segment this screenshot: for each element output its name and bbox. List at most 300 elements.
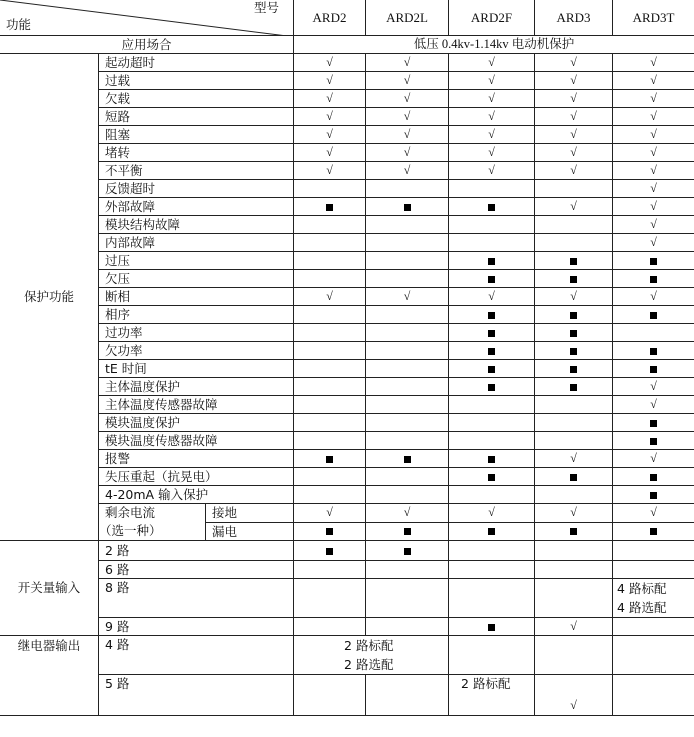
optional-square-mark	[404, 548, 411, 555]
cell-ard3t	[613, 675, 694, 716]
check-mark: √	[488, 55, 495, 69]
check-mark: √	[488, 127, 495, 141]
cell-ard3	[535, 579, 613, 618]
table-row	[0, 144, 694, 162]
feature-name: 漏电	[206, 522, 294, 541]
cell-ard2f	[449, 234, 535, 252]
table-row	[0, 504, 694, 523]
feature-name: 短路	[99, 108, 294, 126]
cell-ard3	[535, 234, 613, 252]
cell-ard2	[294, 144, 366, 162]
cell-ard3t	[613, 90, 694, 108]
cell-ard2l	[366, 306, 449, 324]
optional-square-mark	[488, 204, 495, 211]
cell-ard2f	[449, 216, 535, 234]
table-row	[0, 378, 694, 396]
cell-ard2	[294, 378, 366, 396]
cell-ard3t	[613, 450, 694, 468]
cell-ard2f	[449, 450, 535, 468]
table-row	[0, 432, 694, 450]
check-mark: √	[650, 505, 657, 520]
table-row	[0, 414, 694, 432]
optional-square-mark	[488, 258, 495, 265]
optional-square-mark	[570, 312, 577, 319]
check-mark: √	[570, 451, 577, 465]
cell-ard2f	[449, 579, 535, 618]
cell-ard3t	[613, 54, 694, 72]
model-ard2f: ARD2F	[449, 0, 535, 36]
cell-ard2	[294, 342, 366, 360]
cell-ard2	[294, 252, 366, 270]
optional-square-mark	[326, 204, 333, 211]
feature-name: 4 路	[99, 636, 294, 675]
feature-name: 模块温度保护	[99, 414, 294, 432]
cell-ard2l	[366, 468, 449, 486]
table-row	[0, 288, 694, 306]
cell-ard2	[294, 162, 366, 180]
check-mark: √	[326, 145, 333, 159]
cell-ard2	[294, 306, 366, 324]
check-mark: √	[326, 163, 333, 177]
check-mark: √	[570, 163, 577, 177]
cell-ard2	[294, 468, 366, 486]
cell-ard2l	[366, 342, 449, 360]
check-mark: √	[570, 505, 577, 520]
cell-ard2f	[449, 522, 535, 541]
cell-ard2	[294, 90, 366, 108]
optional-square-mark	[326, 456, 333, 463]
cell-ard3t	[613, 579, 694, 618]
cell-ard3t	[613, 378, 694, 396]
cell-ard3t	[613, 618, 694, 636]
cell-ard2l	[366, 288, 449, 306]
cell-ard2	[294, 541, 366, 561]
cell-ard2l	[366, 72, 449, 90]
cell-ard2	[294, 414, 366, 432]
residual-line2: （选一种）	[99, 523, 162, 538]
cell-ard3t	[613, 234, 694, 252]
check-mark: √	[488, 505, 495, 520]
feature-name: 4-20mA 输入保护	[99, 486, 294, 504]
cell-ard2	[294, 504, 366, 523]
group-relay-output: 继电器输出	[0, 636, 99, 716]
cell-ard2	[294, 561, 366, 579]
check-mark: √	[650, 397, 657, 411]
optional-square-mark	[650, 312, 657, 319]
cell-ard2l	[366, 180, 449, 198]
cell-ard3	[535, 486, 613, 504]
cell-ard3	[535, 144, 613, 162]
check-mark: √	[488, 163, 495, 177]
check-mark: √	[570, 145, 577, 159]
check-mark: √	[570, 55, 577, 69]
cell-ard2f	[449, 144, 535, 162]
optional-square-mark	[326, 528, 333, 535]
cell-ard3t	[613, 324, 694, 342]
diagonal-header-cell	[0, 0, 294, 36]
table-row	[0, 675, 694, 716]
optional-square-mark	[650, 366, 657, 373]
optional-square-mark	[488, 348, 495, 355]
cell-ard3t	[613, 306, 694, 324]
header-row	[0, 0, 694, 36]
cell-ard2l	[366, 324, 449, 342]
cell-ard2l	[366, 270, 449, 288]
feature-name: 欠功率	[99, 342, 294, 360]
residual-line1: 剩余电流	[105, 505, 156, 520]
cell-ard2l	[366, 522, 449, 541]
table-row	[0, 162, 694, 180]
cell-ard2f	[449, 342, 535, 360]
cell-ard2l	[366, 162, 449, 180]
check-mark: √	[403, 73, 411, 87]
cell-ard2l	[366, 675, 449, 716]
cell-ard2	[294, 288, 366, 306]
table-row	[0, 216, 694, 234]
check-mark: √	[488, 73, 495, 87]
check-mark: √	[650, 181, 657, 195]
cell-ard2l	[366, 216, 449, 234]
check-mark: √	[570, 199, 577, 213]
cell-ard2	[294, 234, 366, 252]
feature-name: 相序	[99, 306, 294, 324]
optional-square-mark	[488, 624, 495, 631]
cell-ard2	[294, 675, 366, 716]
feature-name: 过功率	[99, 324, 294, 342]
check-mark: √	[326, 127, 333, 141]
check-mark: √	[650, 199, 657, 213]
feature-name: 模块结构故障	[99, 216, 294, 234]
feature-name: 9 路	[99, 618, 294, 636]
feature-name: 内部故障	[99, 234, 294, 252]
cell-ard3	[535, 306, 613, 324]
feature-name: 6 路	[99, 561, 294, 579]
feature-name: 外部故障	[99, 198, 294, 216]
optional-square-mark	[488, 276, 495, 283]
check-mark: √	[650, 235, 657, 249]
cell-ard2f	[449, 378, 535, 396]
cell-ard3t	[613, 126, 694, 144]
cell-ard2l	[366, 504, 449, 523]
optional-square-mark	[650, 474, 657, 481]
models-label: 型号	[254, 0, 280, 15]
optional-square-mark	[326, 548, 333, 555]
cell-ard2-ard2l	[294, 636, 449, 675]
cell-ard3	[535, 198, 613, 216]
cell-ard3	[535, 72, 613, 90]
cell-ard2	[294, 72, 366, 90]
cell-ard3t	[613, 72, 694, 90]
cell-ard3t	[613, 486, 694, 504]
cell-ard2	[294, 360, 366, 378]
cell-ard3	[535, 90, 613, 108]
cell-ard2f	[449, 270, 535, 288]
table-row	[0, 234, 694, 252]
check-mark: √	[570, 127, 577, 141]
table-row	[0, 72, 694, 90]
check-mark: √	[488, 109, 495, 123]
cell-ard3	[535, 561, 613, 579]
check-mark: √	[403, 505, 411, 520]
cell-ard2f	[449, 90, 535, 108]
feature-name: 反馈超时	[99, 180, 294, 198]
cell-ard2f	[449, 414, 535, 432]
cell-ard2f	[449, 198, 535, 216]
ard3t-optional: 4 路选配	[617, 600, 667, 615]
optional-square-mark	[570, 348, 577, 355]
check-mark: √	[650, 127, 657, 141]
cell-ard3	[535, 126, 613, 144]
cell-ard2f	[449, 252, 535, 270]
check-mark: √	[570, 73, 577, 87]
cell-ard2f	[449, 541, 535, 561]
table-row	[0, 306, 694, 324]
cell-ard2l	[366, 486, 449, 504]
optional-square-mark	[650, 528, 657, 535]
optional-square-mark	[650, 492, 657, 499]
check-mark: √	[650, 289, 657, 303]
cell-ard2l	[366, 144, 449, 162]
relay-standard: 2 路标配	[344, 638, 394, 653]
feature-name: 堵转	[99, 144, 294, 162]
optional-square-mark	[570, 384, 577, 391]
cell-ard2	[294, 579, 366, 618]
check-mark: √	[650, 217, 657, 231]
table-row	[0, 180, 694, 198]
cell-ard3	[535, 288, 613, 306]
table-row	[0, 636, 694, 675]
optional-square-mark	[570, 474, 577, 481]
feature-name: 过载	[99, 72, 294, 90]
check-mark: √	[326, 55, 333, 69]
application-value: 低压 0.4kv-1.14kv 电动机保护	[294, 36, 694, 54]
optional-square-mark	[488, 528, 495, 535]
cell-ard3	[535, 504, 613, 523]
optional-square-mark	[404, 456, 411, 463]
table-row	[0, 618, 694, 636]
cell-ard3t	[613, 541, 694, 561]
cell-ard2	[294, 522, 366, 541]
cell-ard2	[294, 618, 366, 636]
cell-ard2f	[449, 561, 535, 579]
check-mark: √	[488, 91, 495, 105]
cell-ard2l	[366, 54, 449, 72]
feature-name: 欠压	[99, 270, 294, 288]
cell-ard3t	[613, 270, 694, 288]
cell-ard3t	[613, 198, 694, 216]
table-row	[0, 486, 694, 504]
check-mark: √	[403, 55, 411, 69]
cell-ard2f	[449, 504, 535, 523]
cell-ard2l	[366, 561, 449, 579]
cell-ard3	[535, 432, 613, 450]
cell-ard2l	[366, 618, 449, 636]
check-mark: √	[488, 145, 495, 159]
optional-square-mark	[570, 366, 577, 373]
application-row	[0, 36, 694, 54]
table-row	[0, 541, 694, 561]
cell-ard2l	[366, 414, 449, 432]
table-row	[0, 561, 694, 579]
cell-ard3	[535, 360, 613, 378]
table-row	[0, 450, 694, 468]
cell-ard2f	[449, 636, 535, 675]
optional-square-mark	[488, 312, 495, 319]
cell-ard3t	[613, 522, 694, 541]
cell-ard2l	[366, 360, 449, 378]
cell-ard2f	[449, 54, 535, 72]
optional-square-mark	[570, 528, 577, 535]
cell-ard2f	[449, 432, 535, 450]
cell-ard3	[535, 450, 613, 468]
feature-name: 断相	[99, 288, 294, 306]
cell-ard2	[294, 126, 366, 144]
check-mark: √	[650, 163, 657, 177]
table-row	[0, 252, 694, 270]
check-mark: √	[650, 91, 657, 105]
cell-ard2	[294, 486, 366, 504]
cell-ard3	[535, 216, 613, 234]
cell-ard2l	[366, 396, 449, 414]
cell-ard2l	[366, 126, 449, 144]
cell-ard3t	[613, 396, 694, 414]
table-row	[0, 126, 694, 144]
cell-ard3	[535, 108, 613, 126]
cell-ard2f	[449, 468, 535, 486]
check-mark: √	[488, 289, 495, 303]
group-protection: 保护功能	[0, 54, 99, 541]
cell-ard2l	[366, 252, 449, 270]
optional-square-mark	[404, 204, 411, 211]
feature-name: 2 路	[99, 541, 294, 561]
cell-ard3t	[613, 288, 694, 306]
cell-ard3t	[613, 252, 694, 270]
check-mark: √	[403, 109, 411, 123]
check-mark: √	[650, 55, 657, 69]
cell-ard2f	[449, 486, 535, 504]
check-mark: √	[650, 73, 657, 87]
optional-square-mark	[404, 528, 411, 535]
feature-name: 阻塞	[99, 126, 294, 144]
optional-square-mark	[570, 276, 577, 283]
cell-ard2f	[449, 162, 535, 180]
table-row	[0, 270, 694, 288]
function-label: 功能	[6, 17, 32, 32]
optional-square-mark	[570, 330, 577, 337]
table-row	[0, 342, 694, 360]
feature-name: 主体温度保护	[99, 378, 294, 396]
check-mark: √	[326, 289, 333, 303]
cell-ard3t	[613, 504, 694, 523]
table-row	[0, 579, 694, 618]
feature-name: 过压	[99, 252, 294, 270]
cell-ard2l	[366, 378, 449, 396]
feature-name: 报警	[99, 450, 294, 468]
optional-square-mark	[488, 366, 495, 373]
feature-name: 接地	[206, 504, 294, 523]
check-mark: √	[326, 505, 333, 520]
cell-ard3	[535, 396, 613, 414]
cell-ard2l	[366, 90, 449, 108]
cell-ard3t	[613, 180, 694, 198]
feature-name: 模块温度传感器故障	[99, 432, 294, 450]
optional-square-mark	[488, 456, 495, 463]
cell-ard3t	[613, 414, 694, 432]
cell-ard3	[535, 522, 613, 541]
check-mark: √	[650, 109, 657, 123]
application-label: 应用场合	[0, 36, 294, 54]
cell-ard2l	[366, 198, 449, 216]
feature-name: 起动超时	[99, 54, 294, 72]
table-row	[0, 360, 694, 378]
cell-ard3	[535, 541, 613, 561]
check-mark: √	[570, 91, 577, 105]
cell-ard2l	[366, 579, 449, 618]
feature-name: 欠载	[99, 90, 294, 108]
cell-ard3	[535, 54, 613, 72]
cell-ard3	[535, 324, 613, 342]
table-row	[0, 108, 694, 126]
cell-ard2f	[449, 108, 535, 126]
cell-ard2f	[449, 72, 535, 90]
table-row	[0, 396, 694, 414]
cell-ard2	[294, 432, 366, 450]
cell-ard2f	[449, 324, 535, 342]
model-ard3: ARD3	[535, 0, 613, 36]
cell-ard3	[535, 675, 613, 716]
check-mark: √	[403, 145, 411, 159]
check-mark: √	[326, 91, 333, 105]
cell-ard2	[294, 180, 366, 198]
feature-name: tE 时间	[99, 360, 294, 378]
check-mark: √	[403, 289, 411, 303]
optional-square-mark	[488, 474, 495, 481]
check-mark: √	[570, 289, 577, 303]
cell-ard3	[535, 378, 613, 396]
model-ard2l: ARD2L	[366, 0, 449, 36]
cell-ard3t	[613, 561, 694, 579]
check-mark: √	[650, 145, 657, 159]
check-mark: √	[403, 163, 411, 177]
check-mark: √	[570, 619, 577, 633]
cell-ard3t	[613, 216, 694, 234]
cell-ard3	[535, 180, 613, 198]
model-ard2: ARD2	[294, 0, 366, 36]
check-mark: √	[570, 109, 577, 123]
table-row	[0, 468, 694, 486]
ard3t-standard: 4 路标配	[617, 581, 667, 596]
cell-ard2	[294, 324, 366, 342]
optional-square-mark	[650, 438, 657, 445]
optional-square-mark	[650, 348, 657, 355]
optional-square-mark	[488, 330, 495, 337]
cell-ard3t	[613, 342, 694, 360]
cell-ard3	[535, 252, 613, 270]
cell-ard3t	[613, 108, 694, 126]
cell-ard2	[294, 108, 366, 126]
cell-ard3	[535, 342, 613, 360]
check-mark: √	[326, 109, 333, 123]
cell-ard2l	[366, 450, 449, 468]
cell-ard3	[535, 162, 613, 180]
optional-square-mark	[570, 258, 577, 265]
cell-ard2	[294, 396, 366, 414]
cell-ard2f	[449, 126, 535, 144]
feature-name: 5 路	[99, 675, 294, 716]
optional-square-mark	[650, 258, 657, 265]
table-row	[0, 90, 694, 108]
feature-name: 8 路	[99, 579, 294, 618]
